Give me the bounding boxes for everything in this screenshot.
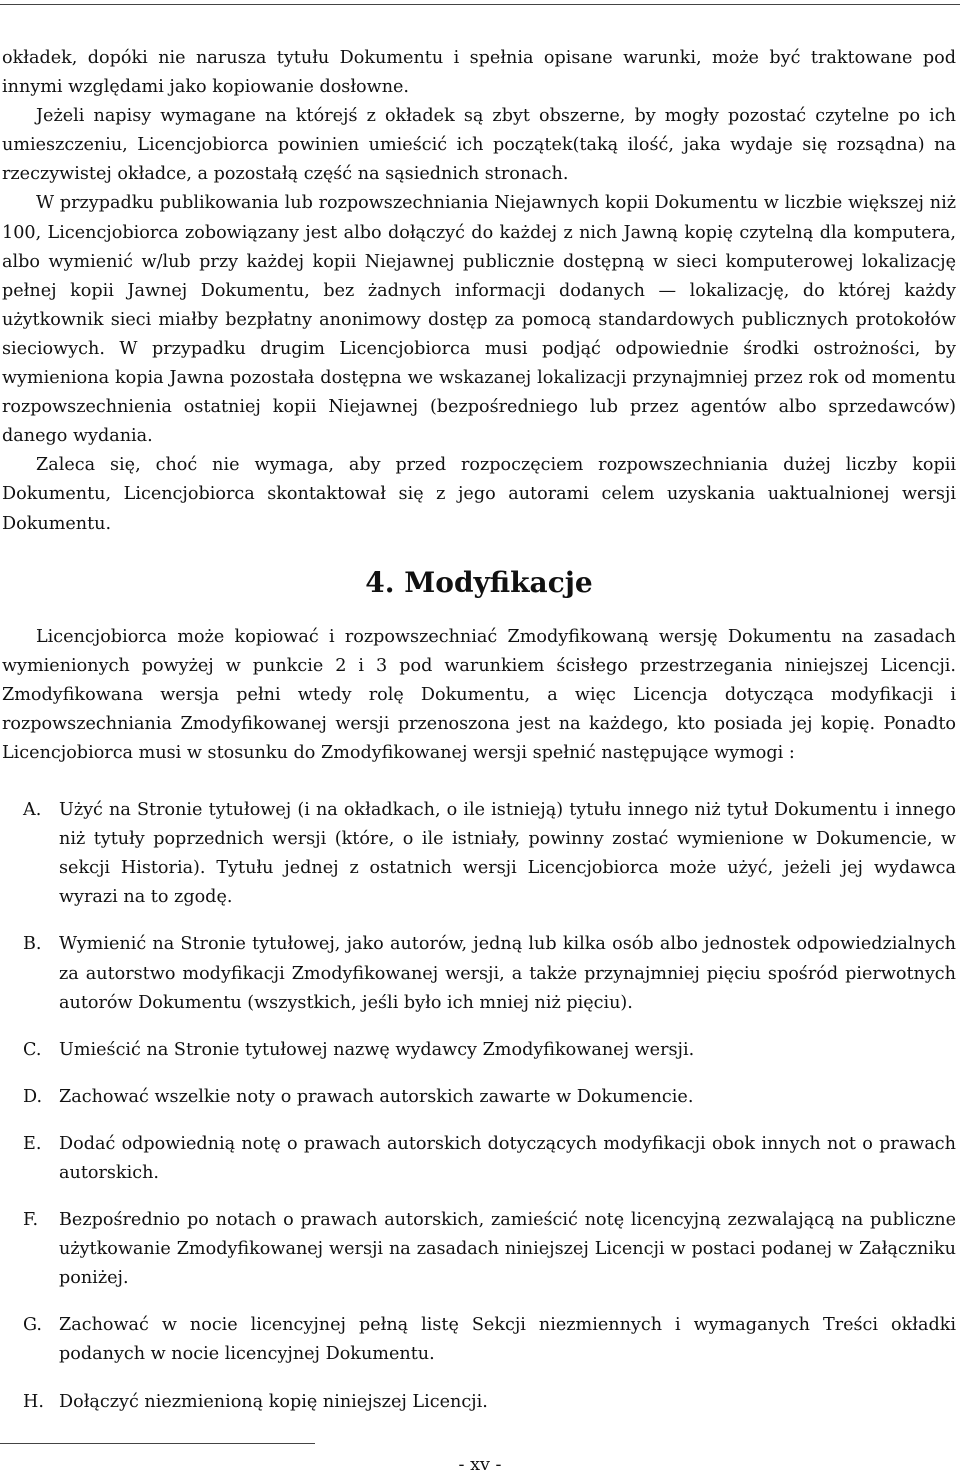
list-item-label: H. [23, 1391, 44, 1412]
list-item-label: B. [23, 934, 42, 955]
list-item-text: Zachować w nocie licencyjnej pełną listę Sekcji niezmiennych i wymaganych Treści okładki podanych w nocie licencyjnej Dokumentu. [59, 1315, 956, 1365]
list-item-label: F. [23, 1210, 39, 1231]
list-item [2, 1311, 956, 1369]
list-item-label: A. [23, 800, 42, 821]
list-item-label: C. [23, 1039, 42, 1060]
list-item-text: Wymienić na Stronie tytułowej, jako autorów, jedną lub kilka osób albo jednostek odpowiedzialnych za autorstwo modyfikacji Zmodyfikowanej wersji, a także przynajmniej pięciu spośród pierwotnych autorów Dokumentu (wszystkich, jeśli było ich mniej niż pięciu). [59, 934, 956, 1013]
list-item-label: G. [23, 1315, 43, 1336]
list-item [2, 1036, 956, 1065]
footer-rule [0, 1443, 315, 1444]
list-item-label: D. [23, 1086, 43, 1107]
header-rule [0, 4, 960, 5]
list-item-text: Zachować wszelkie noty o prawach autorskich zawarte w Dokumencie. [59, 1086, 694, 1107]
page-number: - xv - [458, 1455, 502, 1475]
document-body [2, 44, 956, 1435]
section-intro: Licencjobiorca może kopiować i rozpowszechniać Zmodyfikowaną wersję Dokumentu na zasadach wymienionych powyżej w punkcie 2 i 3 pod warunkiem ścisłego przestrzegania niniejszej Licencji. Zmodyfikowana wersja pełni wtedy rolę Dokumentu, a więc Licencja dotycząca modyfikacji i rozpowszechniania Zmodyfikowanej wersji przenoszona jest na każdego, kto posiada jej kopię. Ponadto Licencjobiorca musi w stosunku do Zmodyfikowanej wersji spełnić następujące wymogi : [2, 626, 956, 763]
list-item [2, 1083, 956, 1112]
list-item [2, 796, 956, 912]
list-item [2, 1130, 956, 1188]
list-item-text: Użyć na Stronie tytułowej (i na okładkach, o ile istnieją) tytułu innego niż tytuł Dokumentu i innego niż tytuły poprzednich wersji (które, o ile istniały, powinny zostać wymienione w Dokumencie, w sekcji Historia). Tytułu jednej z ostatnich wersji Licencjobiorca może użyć, jeżeli jej wydawca wyrazi na to zgodę. [59, 800, 956, 908]
list-item-label: E. [23, 1133, 42, 1154]
list-item [2, 1388, 956, 1417]
paragraph-continuation: okładek, dopóki nie narusza tytułu Dokumentu i spełnia opisane warunki, może być traktowane pod innymi względami jako kopiowanie dosłowne. [2, 48, 956, 98]
list-item-text: Dodać odpowiednią notę o prawach autorskich dotyczących modyfikacji obok innych not o prawach autorskich. [59, 1133, 956, 1183]
section-heading: 4. Modyfikacje [365, 565, 593, 599]
paragraph-contact-authors: Zaleca się, choć nie wymaga, aby przed rozpoczęciem rozpowszechniania dużej liczby kopii Dokumentu, Licencjobiorca skontaktował się z jego autorami celem uzyskania uaktualnionej wersji Dokumentu. [2, 455, 956, 534]
list-item-text: Dołączyć niezmienioną kopię niniejszej Licencji. [59, 1391, 488, 1412]
list-item-text: Bezpośrednio po notach o prawach autorskich, zamieścić notę licencyjną zezwalającą na publiczne użytkowanie Zmodyfikowanej wersji na zasadach niniejszej Licencji w postaci podanej w Załączniku poniżej. [59, 1210, 956, 1289]
list-item [2, 930, 956, 1017]
list-item-text: Umieścić na Stronie tytułowej nazwę wydawcy Zmodyfikowanej wersji. [59, 1039, 695, 1060]
list-item [2, 1206, 956, 1293]
paragraph-opaque-copies: W przypadku publikowania lub rozpowszechniania Niejawnych kopii Dokumentu w liczbie większej niż 100, Licencjobiorca zobowiązany jest albo dołączyć do każdej z nich Jawną kopię czytelną dla komputera, albo wymienić w/lub przy każdej kopii Niejawnej publicznie dostępną w sieci komputerowej lokalizację pełnej kopii Jawnej Dokumentu, bez żadnych informacji dodanych — lokalizację, do której każdy użytkownik sieci miałby bezpłatny anonimowy dostęp za pomocą standardowych publicznych protokołów sieciowych. W przypadku drugim Licencjobiorca musi podjąć odpowiednie środki ostrożności, by wymieniona kopia Jawna pozostała dostępna we wskazanej lokalizacji przynajmniej przez rok od momentu rozpowszechnienia ostatniej kopii Niejawnej (bezpośredniego lub przez agentów albo sprzedawców) danego wydania. [2, 193, 956, 447]
paragraph-cover-overflow: Jeżeli napisy wymagane na którejś z okładek są zbyt obszerne, by mogły pozostać czytelne po ich umieszczeniu, Licencjobiorca powinien umieścić ich początek(taką ilość, jaka wydaje się rozsądna) na rzeczywistej okładce, a pozostałą część na sąsiednich stronach. [2, 106, 956, 185]
requirements-list [2, 796, 956, 1417]
